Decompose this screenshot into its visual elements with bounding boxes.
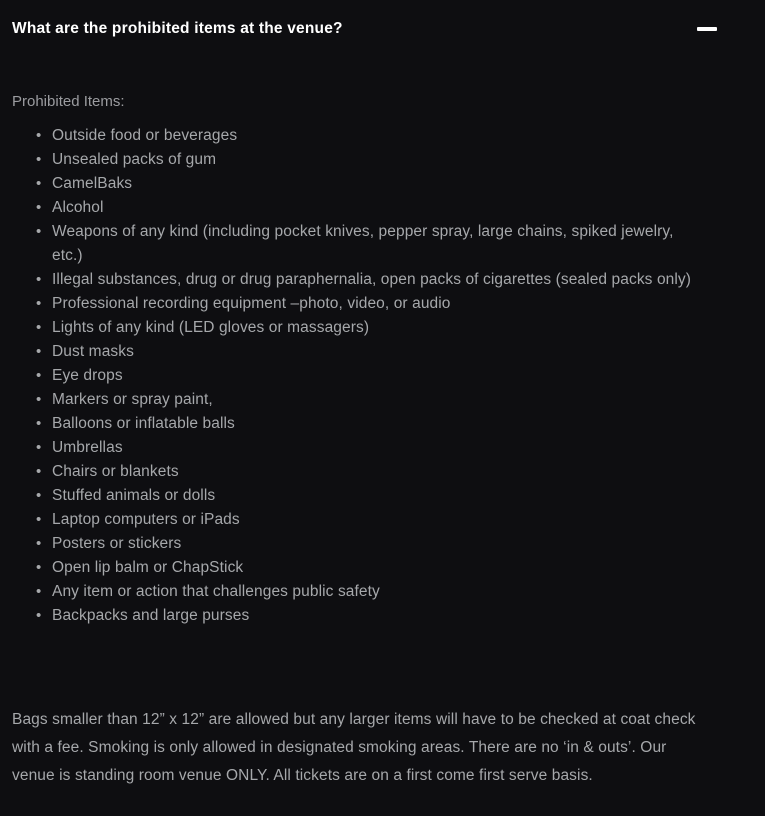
- list-item: • Eye drops: [12, 364, 702, 388]
- list-item: • Unsealed packs of gum: [12, 148, 702, 172]
- prohibited-items-list: [12, 124, 702, 628]
- list-item: • Posters or stickers: [12, 532, 702, 556]
- list-item: • Stuffed animals or dolls: [12, 484, 702, 508]
- faq-question[interactable]: What are the prohibited items at the venue?: [12, 20, 343, 37]
- list-item: • Illegal substances, drug or drug paraphernalia, open packs of cigarettes (sealed packs only): [12, 268, 702, 292]
- list-item: • Umbrellas: [12, 436, 702, 460]
- list-item: • Professional recording equipment –photo, video, or audio: [12, 292, 702, 316]
- minus-icon: [697, 27, 717, 31]
- venue-policy-note: Bags smaller than 12” x 12” are allowed but any larger items will have to be checked at coat check with a fee. Smoking is only allowed in designated smoking areas. There are no ‘in & outs’. Our venue is standing room venue ONLY. All tickets are on a first come first serve basis.: [12, 711, 696, 784]
- list-item: • Chairs or blankets: [12, 460, 702, 484]
- list-item: • Balloons or inflatable balls: [12, 412, 702, 436]
- list-item: • Dust masks: [12, 340, 702, 364]
- list-item: • Laptop computers or iPads: [12, 508, 702, 532]
- list-item: • Lights of any kind (LED gloves or massagers): [12, 316, 702, 340]
- list-item: • CamelBaks: [12, 172, 702, 196]
- prohibited-items-label: Prohibited Items:: [12, 93, 125, 110]
- list-item: • Weapons of any kind (including pocket knives, pepper spray, large chains, spiked jewelry, etc.): [12, 220, 702, 268]
- list-item: • Open lip balm or ChapStick: [12, 556, 702, 580]
- collapse-button[interactable]: [688, 17, 726, 41]
- list-item: • Backpacks and large purses: [12, 604, 702, 628]
- list-item: • Any item or action that challenges public safety: [12, 580, 702, 604]
- list-item: • Alcohol: [12, 196, 702, 220]
- list-item: • Outside food or beverages: [12, 124, 702, 148]
- list-item: • Markers or spray paint,: [12, 388, 702, 412]
